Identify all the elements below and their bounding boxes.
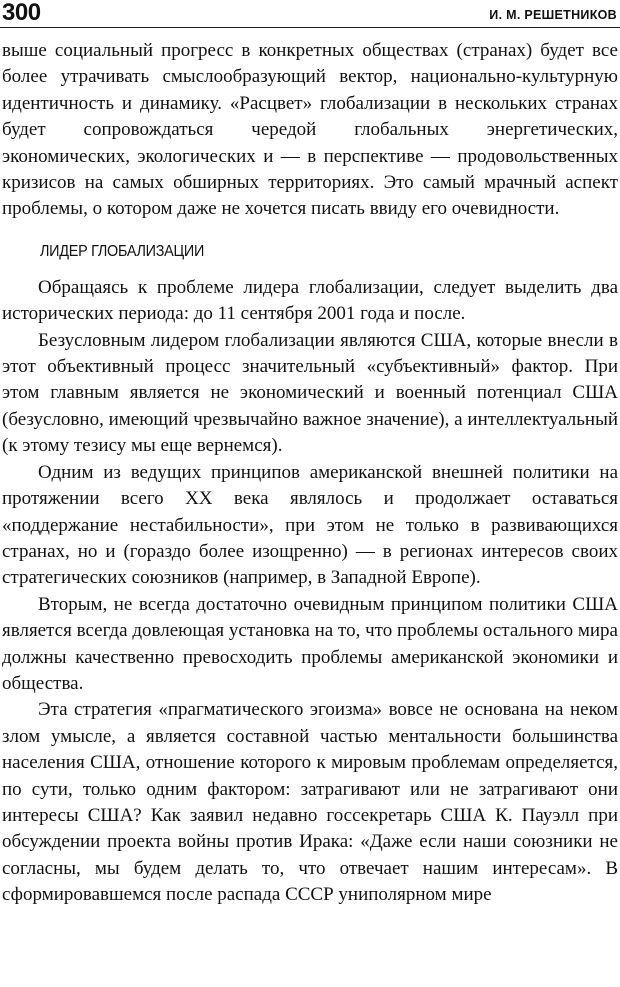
paragraph: Эта стратегия «прагматического эгоизма» вовсе не основана на неком злом умысле, а является составной частью ментальности большинства населения США, отношение которого к мировым проблемам определяется, по сути, только одним фактором: затрагивают или не затрагивают они интересы США? Как заявил недавно госсекретарь США К. Пауэлл при обсуждении проекта войны против Ирака: «Даже если наши союзники не согласны, мы будем делать то, что отвечает нашим интересам». В сформировавшемся после распада СССР униполярном мире [2,699,618,906]
header-rule [0,27,620,28]
paragraph: Одним из ведущих принципов американской внешней политики на протяжении всего XX века являлось и продолжает оставаться «поддержание нестабильности», при этом не только в развивающихся странах, но и (гораздо более изощренно) — в регионах интересов своих стратегических союзников (например, в Западной Европе). [2,461,618,589]
page-number: 300 [2,0,41,26]
section-heading: ЛИДЕР ГЛОБАЛИЗАЦИИ [40,242,205,260]
body-text [2,38,618,909]
paragraph: Вторым, не всегда достаточно очевидным принципом политики США является всегда довлеющая установка на то, что проблемы остального мира должны качественно превосходить проблемы американской экономики и общества. [2,593,618,694]
page-header [0,0,620,30]
paragraph: Обращаясь к проблеме лидера глобализации, следует выделить два исторических периода: до 11 сентября 2001 года и после. [2,276,618,325]
paragraph-intro: выше социальный прогресс в конкретных обществах (странах) будет все более утрачивать смыслообразующий вектор, национально-культурную идентичность и динамику. «Расцвет» глобализации в нескольких странах будет сопровождаться чередой глобальных энергетических, экономических, экологических и — в перспективе — продовольственных кризисов на самых обширных территориях. Это самый мрачный аспект проблемы, о котором даже не хочется писать ввиду его очевидности. [2,40,618,220]
running-head-author: И. М. РЕШЕТНИКОВ [489,8,617,22]
paragraph: Безусловным лидером глобализации являются США, которые внесли в этот объективный процесс значительный «субъективный» фактор. При этом главным является не экономический и военный потенциал США (безусловно, имеющий чрезвычайно важное значение), а интеллектуальный (к этому тезису мы еще вернемся). [2,329,618,457]
